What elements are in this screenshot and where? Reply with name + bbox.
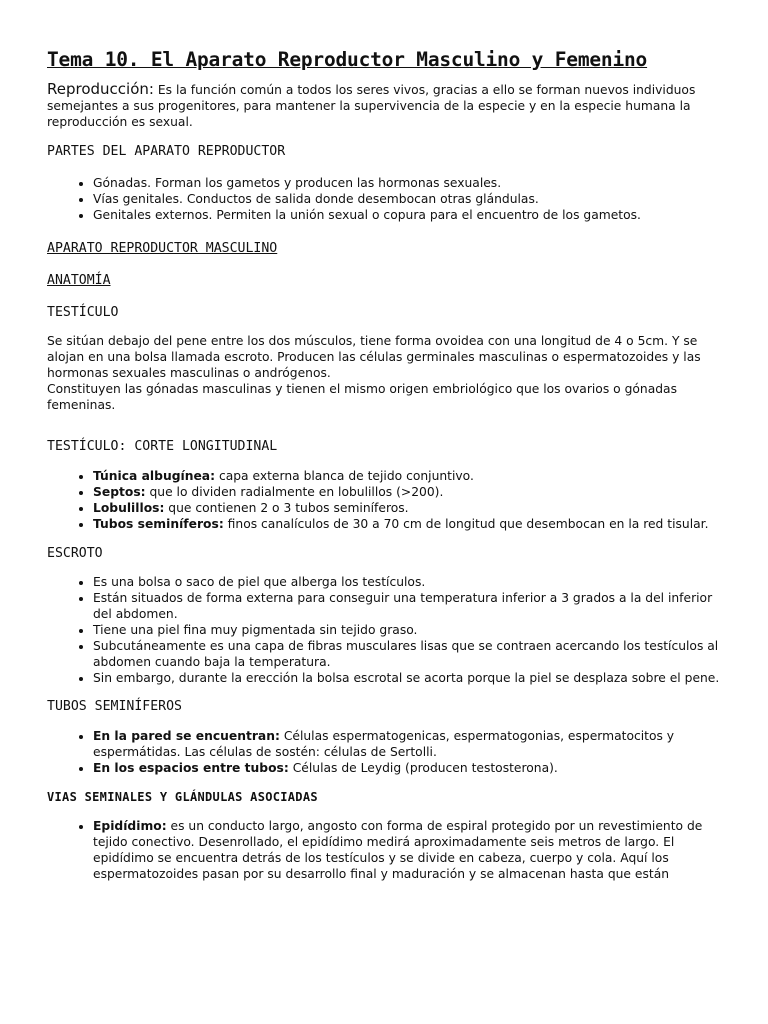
heading-partes: PARTES DEL APARATO REPRODUCTOR: [47, 144, 286, 159]
list-corte: [47, 468, 723, 532]
term: Tubos seminíferos:: [93, 517, 224, 531]
list-tubos: [47, 728, 723, 776]
term: En los espacios entre tubos:: [93, 761, 289, 775]
testiculo-paragraph-2: Constituyen las gónadas masculinas y tienen el mismo origen embriológico que los ovarios o gónadas femeninas.: [47, 382, 677, 412]
list-item: • Sin embargo, durante la erección la bolsa escrotal se acorta porque la piel se desplaza sobre el pene.: [93, 670, 723, 686]
term: Lobulillos:: [93, 501, 165, 515]
list-item: • Lobulillos: que contienen 2 o 3 tubos seminíferos.: [93, 500, 723, 516]
intro-label: Reproducción:: [47, 80, 154, 98]
list-partes: [47, 175, 723, 223]
document-page: [47, 48, 723, 882]
term: Túnica albugínea:: [93, 469, 216, 483]
list-item: • Es una bolsa o saco de piel que alberga los testículos.: [93, 574, 723, 590]
list-item: • Túnica albugínea: capa externa blanca de tejido conjuntivo.: [93, 468, 723, 484]
list-item: • En los espacios entre tubos: Células de Leydig (producen testosterona).: [93, 760, 723, 776]
term: Septos:: [93, 485, 146, 499]
page-title: Tema 10. El Aparato Reproductor Masculino y Femenino: [47, 48, 648, 71]
list-escroto: [47, 574, 723, 686]
list-item: • Tiene una piel fina muy pigmentada sin tejido graso.: [93, 622, 723, 638]
list-item: • Genitales externos. Permiten la unión sexual o copura para el encuentro de los gametos.: [93, 207, 723, 223]
list-item: • Vías genitales. Conductos de salida donde desembocan otras glándulas.: [93, 191, 723, 207]
heading-corte: TESTÍCULO: CORTE LONGITUDINAL: [47, 439, 278, 454]
intro-text: Es la función común a todos los seres vivos, gracias a ello se forman nuevos individuos semejantes a sus progenitores, para mantener la supervivencia de la especie y en la especie humana la reproducción es sexual.: [47, 83, 696, 129]
heading-escroto: ESCROTO: [47, 546, 103, 561]
list-item: • Septos: que lo dividen radialmente en lobulillos (>200).: [93, 484, 723, 500]
list-item: • Subcutáneamente es una capa de fibras musculares lisas que se contraen acercando los testículos al abdomen cuando baja la temperatura.: [93, 638, 723, 670]
term: En la pared se encuentran:: [93, 729, 280, 743]
list-item: • Epidídimo: es un conducto largo, angosto con forma de espiral protegido por un revestimiento de tejido conectivo. Desenrollado, el epidídimo medirá aproximadamente seis metros de largo. El epidídimo se encuentra detrás de los testículos y se divide en cabeza, cuerpo y cola. Aquí los espermatozoides pasan por su desarrollo final y maduración y se almacenan hasta que están: [93, 818, 723, 882]
term: Epidídimo:: [93, 819, 167, 833]
list-vias: [47, 818, 723, 882]
intro-paragraph: [47, 81, 723, 130]
list-item: • Tubos seminíferos: finos canalículos de 30 a 70 cm de longitud que desembocan en la red tisular.: [93, 516, 723, 532]
heading-anatomia: ANATOMÍA: [47, 273, 111, 288]
list-item: • Están situados de forma externa para conseguir una temperatura inferior a 3 grados a la del inferior del abdomen.: [93, 590, 723, 622]
heading-tubos: TUBOS SEMINÍFEROS: [47, 699, 182, 714]
testiculo-paragraph-1: Se sitúan debajo del pene entre los dos músculos, tiene forma ovoidea con una longitud de 4 o 5cm. Y se alojan en una bolsa llamada escroto. Producen las células germinales masculinas o espermatozoides y las hormonas sexuales masculinas o andrógenos.: [47, 334, 701, 380]
heading-vias: VIAS SEMINALES Y GLÁNDULAS ASOCIADAS: [47, 790, 318, 804]
heading-masculino: APARATO REPRODUCTOR MASCULINO: [47, 241, 278, 256]
heading-testiculo: TESTÍCULO: [47, 305, 119, 320]
list-item: • Gónadas. Forman los gametos y producen las hormonas sexuales.: [93, 175, 723, 191]
list-item: • En la pared se encuentran: Células espermatogenicas, espermatogonias, espermatocitos y espermátidas. Las células de sostén: células de Sertolli.: [93, 728, 723, 760]
